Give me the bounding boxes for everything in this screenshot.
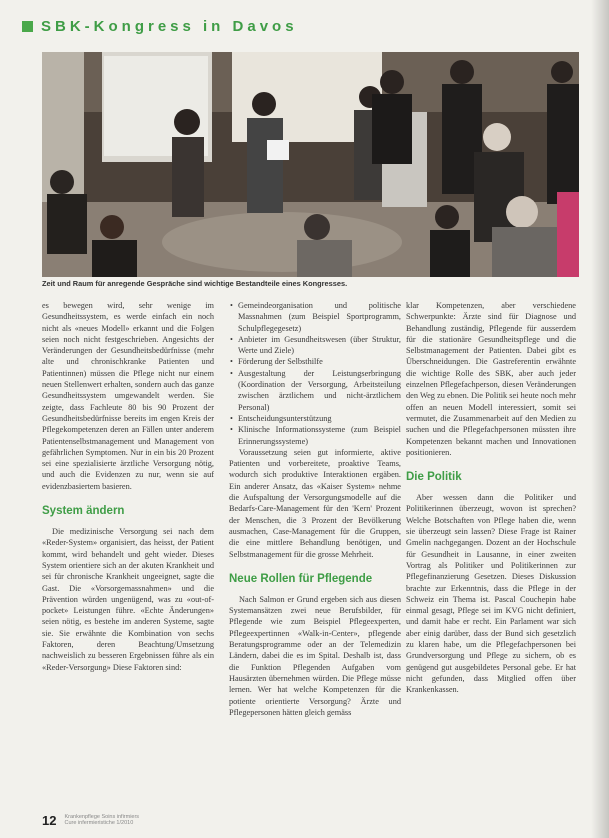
publication-info <box>64 814 139 827</box>
publication-line-1: Krankenpflege Soins infirmiers <box>64 813 140 820</box>
article-column-1 <box>42 300 214 673</box>
body-paragraph: Voraussetzung seien gut informierte, aktive Patienten und vorbereitete, proaktive Teams, wodurch sich produktive Interaktionen ergäben. Ein anderer Ansatz, das «Kaiser System» nehme die Aufspaltung der Versorgungsmodelle auf die Bedarfs-Care-Management für den 'Kern' Prozent der Menschen, die 3 Prozent der Bevölkerung ausmachen, Case-Management für die Gruppen, die eine mittlere Behandlung benötigen, und Selbstmanagement für die grosse Mehrheit. <box>229 447 401 559</box>
list-item: • Entscheidungsunterstützung <box>238 413 401 424</box>
subheading-die-politik: Die Politik <box>406 471 462 484</box>
list-item: • Förderung der Selbsthilfe <box>238 356 401 367</box>
body-paragraph: klar Kompetenzen, aber verschiedene Schwerpunkte: Ärzte sind für Diagnose und Behandlung zuständig, Pflegende für ausserdem für die stationäre Gesundheitspflege und die Selbstmanagement der Patienten. Dabei gibt es Überschneidungen. Die Gastreferentin erwähnte die wichtige Rolle des SBK, aber auch jeder einzelnen Pflegefachperson, diesen Veränderungen den Weg zu ebnen. Die Politik sei heute noch mehr offen an neuen Modell interessiert, somit sei vermutet, die Zusammenarbeit auf den Medien zu suchen und die Pflegefachpersonen müssten ihre Kompetenzen bekannt machen und Innovationen positionieren. <box>406 301 576 457</box>
article-header <box>22 14 298 38</box>
article-title: SBK-Kongress in Davos <box>41 17 298 35</box>
list-item: • Gemeindeorganisation und politische Massnahmen (zum Beispiel Sportprogramm, Schulpflegegesetz) <box>238 300 401 334</box>
page-number: 12 <box>42 812 57 828</box>
subheading-neue-rollen: Neue Rollen für Pflegende <box>229 572 373 585</box>
photo-caption: Zeit und Raum für anregende Gespräche sind wichtige Bestandteile eines Kongresses. <box>42 279 348 288</box>
factor-list <box>229 300 401 447</box>
header-square-icon <box>22 21 33 32</box>
body-paragraph: Die medizinische Versorgung sei nach dem «Reder-System» organisiert, das heisst, der Patient kommt, wird behandelt und geht wieder. Dieses System orientiere sich an der akuten Krankheit und sei für chronische Krankheit ungeeignet, sagte die Gast. Die «Vorsorgemassnahmen» und die Prävention würden ungenügend, was zu «out-of-pocket» Leistungen führe. «Echte Änderungen» seien nötig, es bestehe im anderen Systeme, sagte sie. Sie erwähnte die Kombination von sechs Faktoren, deren Beachtung/Umsetzung nachweislich zu besseren Ergebnissen führe als ein «Reder-Versorgung» Diese Faktoren sind: <box>42 527 214 672</box>
body-paragraph: es bewegen wird, sehr wenige im Gesundheitssystem, es werde einfach ein noch nicht als «neues Modell» erkannt und die Folgen seien noch nicht festgeschrieben. Angesichts der Veränderungen der Gesundheitsbedürfnisse (mehr alte und chronischkranke Patienten und Patientinnen) müssen die Pflege nicht nur einem neuen Stellenwert erhalten, sondern auch das ganze Gesundheitssystem umgewandelt werden. Sie zeigte, dass Fachleute 80 bis 90 Prozent der Gesundheitsbedürfnisse bereits im engen Kreis der Pflegekompetenzen deren an Fällen unter anderem Patientenselbstmanagement und Management von gefährlichen Symptomen. Nur in ein bis 20 Prozent sei eine spezialisierte ärztliche Versorgung nötig, und auch die Evidenzen zu nur, wenn sie auf evidenzbasiertem basieren. <box>42 301 214 491</box>
list-item: • Ausgestaltung der Leistungserbringung (Koordination der Versorgung, Arbeitsteilung zwischen ärztlichem und nicht-ärztlichem Personal) <box>238 368 401 413</box>
page-gutter-shadow <box>591 0 609 838</box>
list-item: • Anbieter im Gesundheitswesen (über Struktur, Werte und Ziele) <box>238 334 401 357</box>
article-column-2 <box>229 300 401 718</box>
article-column-3 <box>406 300 576 696</box>
body-paragraph: Nach Salmon er Grund ergeben sich aus diesen Systemansätzen zwei neue Berufsbilder, für Pflegende wie zum Beispiel Pflegeexperten, Pflegeexpertinnen «Walk-in-Center», pflegende Beratungsprogramme oder an der Telemedizin Ländern, dabei die es im Spital. Deshalb ist, dass die Funktion Pflegenden Aufgaben vom Hausärzten übernehmen würden. Die Pflege müsse lernen. Wer hat welche Kompetenzen für die potiente orientierte Versorgung? Ärzte und Pflegepersonen hätten gleich gemäss <box>229 594 401 717</box>
publication-line-2: Cure infermieristiche 1/2010 <box>64 820 134 826</box>
body-paragraph: Aber wessen dann die Politiker und Politikerinnen überzeugt, wovon ist sprechen? Welche Botschaften von Pflege haben die, wenn sie überzeugt sein lassen? Diese Frage ist Rainer Gmelin nachgegangen. Dozent an der Hochschule für Gesundheit in Lausanne, in einer zweiten Vortrag als Politiker und Politikerinnen zur Pflegefinanzierung Gesetzen. Dieses Diskussion brachte zur Erkenntnis, dass die Pflege in der Schweiz ein Thema ist. Pascal Couchepin habe einmal gesagt, Pflege sei im KVG nicht definiert, und damit habe er recht. Ein Parlament war sich aber einig darüber, dass der Bund sich gesetzlich zu klaren habe, um die Pflegefachpersonen bei Grundversorgung und Pflege zu sichern, ob es genügend gut ausgebildetes Personal gebe. Er hat nicht gefunden, dass Mitglied offen über Krankenkassen. <box>406 493 576 695</box>
page-footer <box>42 810 139 830</box>
list-item: • Klinische Informationssysteme (zum Beispiel Erinnerungssysteme) <box>238 424 401 447</box>
conference-photo <box>42 52 579 277</box>
subheading-system-aendern: System ändern <box>42 505 125 518</box>
